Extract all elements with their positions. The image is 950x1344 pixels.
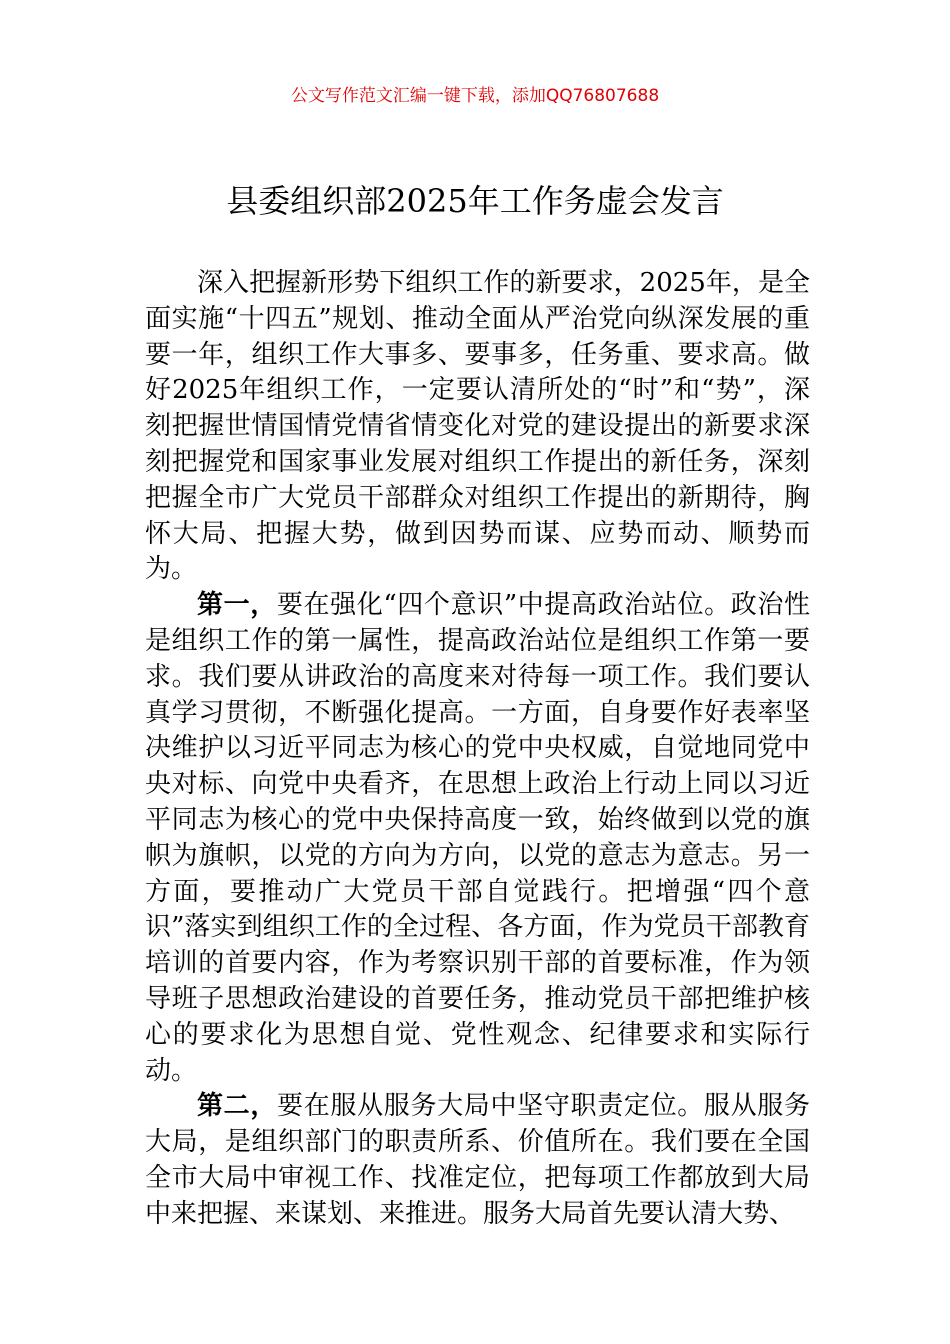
paragraph-lead: 第二， bbox=[197, 1091, 278, 1122]
document-body bbox=[145, 266, 810, 1233]
paragraph-point-two bbox=[145, 1089, 810, 1232]
paragraph-point-one bbox=[145, 588, 810, 1089]
paragraph-text: 要在服从服务大局中坚守职责定位。服从服务大局，是组织部门的职责所系、价值所在。我们要在全国全市大局中审视工作、找准定位，把每项工作都放到大局中来把握、来谋划、来推进。服务大局首先要认清大势、 bbox=[145, 1091, 810, 1229]
document-title: 县委组织部2025年工作务虚会发言 bbox=[226, 182, 724, 220]
paragraph-text: 要在强化“四个意识”中提高政治站位。政治性是组织工作的第一属性，提高政治站位是组织工作第一要求。我们要从讲政治的高度来对待每一项工作。我们要认真学习贯彻，不断强化提高。一方面，自身要作好表率坚决维护以习近平同志为核心的党中央权威，自觉地同党中央对标、向党中央看齐，在思想上政治上行动上同以习近平同志为核心的党中央保持高度一致，始终做到以党的旗帜为旗帜，以党的方向为方向，以党的意志为意志。另一方面，要推动广大党员干部自觉践行。把增强“四个意识”落实到组织工作的全过程、各方面，作为党员干部教育培训的首要内容，作为考察识别干部的首要标准，作为领导班子思想政治建设的首要任务，推动党员干部把维护核心的要求化为思想自觉、党性观念、纪律要求和实际行动。 bbox=[145, 590, 810, 1086]
paragraph-lead: 第一， bbox=[197, 590, 277, 621]
paragraph-text: 深入把握新形势下组织工作的新要求，2025年，是全面实施“十四五”规划、推动全面从严治党向纵深发展的重要一年，组织工作大事多、要事多，任务重、要求高。做好2025年组织工作，一定要认清所处的“时”和“势”，深刻把握世情国情党情省情变化对党的建设提出的新要求深刻把握党和国家事业发展对组织工作提出的新任务，深刻把握全市广大党员干部群众对组织工作提出的新期待，胸怀大局、把握大势，做到因势而谋、应势而动、顺势而为。 bbox=[145, 268, 810, 585]
paragraph-intro bbox=[145, 266, 810, 588]
download-watermark: 公文写作范文汇编一键下载，添加QQ76807688 bbox=[290, 86, 660, 106]
